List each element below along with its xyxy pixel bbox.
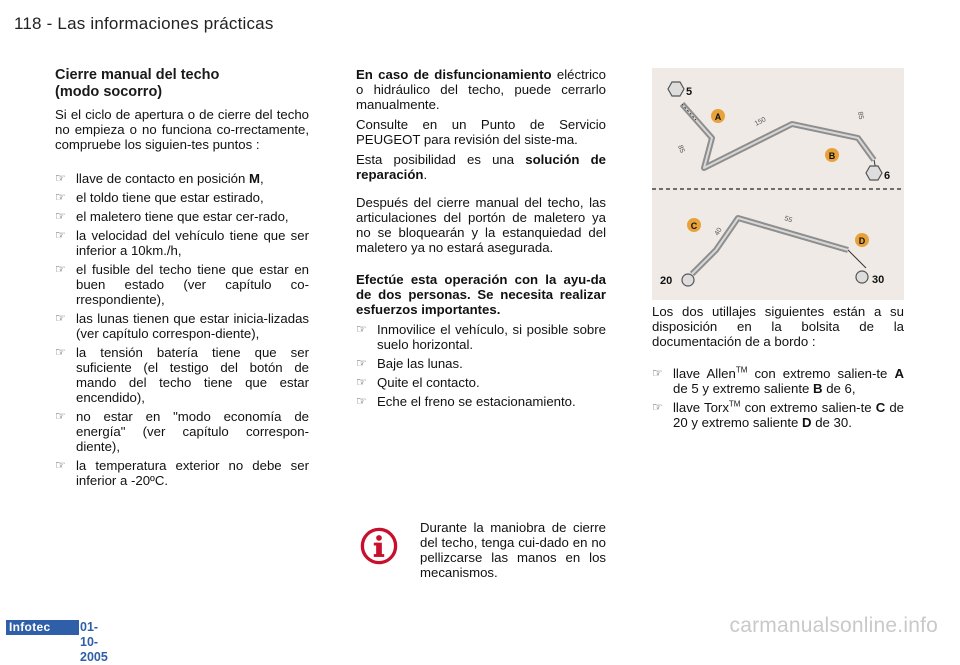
pointing-hand-icon: ☞ <box>652 400 663 414</box>
label-d <box>855 233 869 247</box>
column-middle <box>356 67 606 413</box>
check-item: ☞ llave de contacto en posición M, <box>55 171 264 186</box>
pointing-hand-icon: ☞ <box>356 356 367 370</box>
svg-text:6: 6 <box>884 170 891 182</box>
step-item: ☞ Inmovilice el vehículo, si posible sobre suelo horizontal. <box>356 322 606 352</box>
pointing-hand-icon: ☞ <box>55 209 66 223</box>
pointing-hand-icon: ☞ <box>55 171 66 185</box>
svg-text:30: 30 <box>872 274 885 286</box>
column-left <box>55 67 309 492</box>
label-b <box>825 148 839 162</box>
tool-diagram <box>652 68 904 300</box>
tools-intro: Los dos utillajes siguientes están a su disposición en la bolsita de la documentación de a bordo : <box>652 304 904 349</box>
svg-text:D: D <box>858 236 866 246</box>
tool-item-torx: ☞ llave Torx™ con extremo salien-te C de 20 y extremo saliente D de 30. <box>652 399 904 430</box>
page-header <box>14 14 274 34</box>
tool-diagram-svg <box>652 68 904 300</box>
allen-key <box>682 104 876 170</box>
watermark: carmanualsonline.info <box>729 614 938 637</box>
check-item: ☞ el fusible del techo tiene que estar en buen estado (ver capítulo co-rrespondiente), <box>55 262 309 307</box>
title-line-2: (modo socorro) <box>55 84 163 100</box>
info-text: Durante la maniobra de cierre del techo, tenga cui-dado en no pellizcarse las manos en los mecanismos. <box>420 520 606 580</box>
section-title: Las informaciones prácticas <box>57 14 274 33</box>
pointing-hand-icon: ☞ <box>356 322 367 336</box>
dim-40: 40 <box>713 226 724 237</box>
tool-item-allen: ☞ llave Allen™ con extremo salien-te A de 5 y extremo saliente B de 6, <box>652 365 904 396</box>
dim-85-left: 85 <box>676 144 686 155</box>
svg-text:A: A <box>714 112 722 122</box>
page-number: 118 <box>14 14 42 33</box>
label-c <box>687 218 701 232</box>
hex-size-6 <box>866 166 890 182</box>
key-position: M <box>249 171 261 186</box>
pointing-hand-icon: ☞ <box>356 394 367 408</box>
intro-paragraph: Si el ciclo de apertura o de cierre del techo no empieza o no funciona co-rrectamente, compruebe los siguien-tes puntos : <box>55 107 309 152</box>
pointing-hand-icon: ☞ <box>652 366 663 380</box>
check-item: ☞ el maletero tiene que estar cer-rado, <box>55 209 289 224</box>
pointing-hand-icon: ☞ <box>55 311 66 325</box>
pointing-hand-icon: ☞ <box>55 262 66 276</box>
check-item: ☞ no estar en "modo economía de energía" (ver capítulo correspon-diente), <box>55 409 309 454</box>
hex-size-5 <box>668 82 692 98</box>
repair-paragraph: Esta posibilidad es una solución de reparación. <box>356 152 606 182</box>
check-item: ☞ la tensión batería tiene que ser suficiente (el testigo del botón de mando del techo tiene que estar encendido), <box>55 345 309 405</box>
label-a <box>711 109 725 123</box>
check-item: ☞ la temperatura exterior no debe ser inferior a -20ºC. <box>55 458 309 488</box>
torx-size-30 <box>856 271 884 286</box>
malfunction-paragraph: En caso de disfuncionamiento eléctrico o hidráulico del techo, puede cerrarlo manualmente. <box>356 67 606 112</box>
svg-text:20: 20 <box>660 275 673 287</box>
dim-55: 55 <box>783 215 793 225</box>
two-person-warning: Efectúe esta operación con la ayu-da de dos personas. Se necesita realizar esfuerzos importantes. <box>356 272 606 317</box>
dim-85-right: 85 <box>856 111 865 121</box>
check-item: ☞ las lunas tienen que estar inicia-lizadas (ver capítulo correspon-diente), <box>55 311 309 341</box>
torx-size-20 <box>660 274 694 287</box>
title-line-1: Cierre manual del techo <box>55 67 220 83</box>
info-note <box>356 520 606 582</box>
infotec-logo: Infotec <box>6 620 79 635</box>
pointing-hand-icon: ☞ <box>55 458 66 472</box>
svg-text:B: B <box>828 151 836 161</box>
check-item: ☞ el toldo tiene que estar estirado, <box>55 190 264 205</box>
header-separator: - <box>41 14 58 33</box>
service-paragraph: Consulte en un Punto de Servicio PEUGEOT para revisión del siste-ma. <box>356 117 606 147</box>
pointing-hand-icon: ☞ <box>55 190 66 204</box>
pointing-hand-icon: ☞ <box>55 228 66 242</box>
pointing-hand-icon: ☞ <box>356 375 367 389</box>
step-item: ☞ Quite el contacto. <box>356 375 480 390</box>
info-icon <box>360 527 398 565</box>
pointing-hand-icon: ☞ <box>55 409 66 423</box>
dim-150: 150 <box>753 116 768 128</box>
svg-text:C: C <box>690 221 698 231</box>
svg-text:5: 5 <box>686 86 693 98</box>
torx-key <box>692 218 866 274</box>
check-item: ☞ la velocidad del vehículo tiene que ser inferior a 10km./h, <box>55 228 309 258</box>
step-item: ☞ Baje las lunas. <box>356 356 463 371</box>
pointing-hand-icon: ☞ <box>55 345 66 359</box>
footer-date: 01-10-2005 <box>80 620 108 664</box>
manual-close-title <box>55 67 309 101</box>
after-close-paragraph: Después del cierre manual del techo, las articulaciones del portón de maletero ya no se bloquearán y la estanquiedad del maletero ya no estará asegurada. <box>356 195 606 255</box>
column-right <box>652 304 904 434</box>
step-item: ☞ Eche el freno se estacionamiento. <box>356 394 576 409</box>
